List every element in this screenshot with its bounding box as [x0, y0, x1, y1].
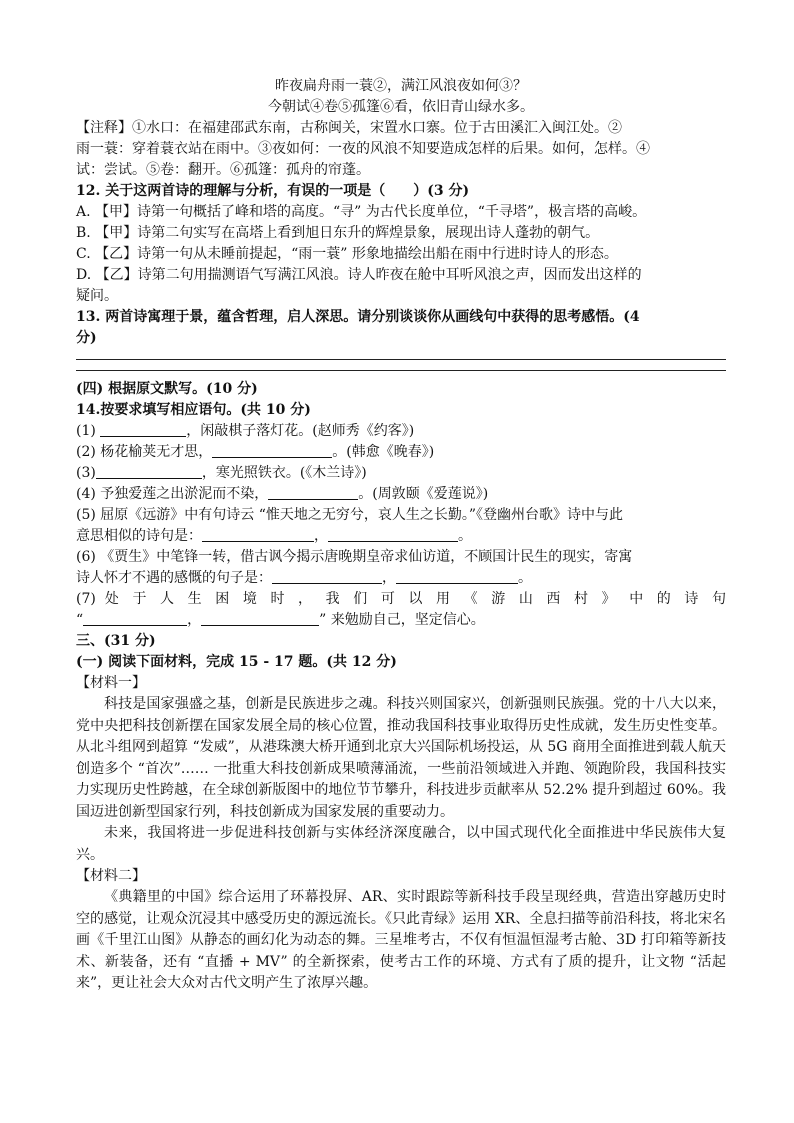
dictation-1-blank[interactable]: [100, 422, 186, 437]
notes-line-2: 雨一蓑：穿着蓑衣站在雨中。③夜如何：一夜的风浪不知要造成怎样的后果。如何，怎样。④: [76, 141, 650, 157]
dictation-2-blank[interactable]: [212, 443, 332, 458]
dictation-5-prefix: 意思相似的诗句是：: [76, 528, 202, 544]
answer-line-1[interactable]: [76, 358, 726, 360]
dictation-5-comma: ，: [314, 528, 328, 544]
dictation-item-3: [76, 463, 726, 484]
dictation-6-blank-2[interactable]: [396, 569, 518, 584]
question-13-stem-cont: 分): [76, 330, 97, 346]
notes-line-3: 试：尝试。⑤卷：翻开。⑥孤篷：孤舟的帘蓬。: [76, 162, 370, 178]
material-1-paragraph-2: 未来，我国将进一步促进科技创新与实体经济深度融合，以中国式现代化全面推进中华民族伟大复兴。: [76, 825, 726, 863]
question-12-option-b[interactable]: B. 【甲】诗第二句实写在高塔上看到旭日东升的辉煌景象，展现出诗人蓬勃的朝气。: [76, 225, 600, 241]
dictation-item-5-cont: [76, 526, 726, 547]
dictation-7-blank-2[interactable]: [201, 611, 319, 626]
poem-line-1: 昨夜扁舟雨一蓑②，满江风浪夜如何③？: [275, 78, 527, 94]
exam-page: [76, 76, 726, 995]
question-12-option-d-cont: 疑问。: [76, 288, 118, 304]
dictation-item-5: (5) 屈原《远游》中有句诗云 “惟天地之无穷兮，哀人生之长勤。”《登幽州台歌》诗中与此: [76, 507, 624, 523]
question-13-stem: 13. 两首诗寓理于景，蕴含哲理，启人深思。请分别谈谈你从画线句中获得的思考感悟。(4: [76, 309, 640, 325]
dictation-4-blank[interactable]: [268, 485, 358, 500]
dictation-2-prefix: (2) 杨花榆荚无才思，: [76, 444, 213, 460]
material-2-title: 【材料二】: [76, 868, 146, 884]
material-1-paragraph-1: 科技是国家强盛之基，创新是民族进步之魂。科技兴则国家兴，创新强则民族强。党的十八大以来，党中央把科技创新摆在国家发展全局的核心位置，推动我国科技事业取得历史性成就，发生历史性变革。从北斗组网到超算 “发威”，从港珠澳大桥开通到北京大兴国际机场投运，从 5G 商用全面推进到载人航天创造多个 “首次”…… 一批重大科技创新成果喷薄涌流，一些前沿领域进入并跑、领跑阶段，我国科技实力实现历史性跨越，在全球创新版图中的地位节节攀升，科技进步贡献率从 52.2% 提升到超过 60%。我国迈进创新型国家行列，科技创新成为国家发展的重要动力。: [76, 696, 726, 820]
dictation-item-6-cont: [76, 568, 726, 589]
dictation-item-1: [76, 421, 726, 442]
dictation-4-suffix: 。(周敦颐《爱莲说》): [358, 486, 489, 502]
dictation-4-prefix: (4) 予独爱莲之出淤泥而不染，: [76, 486, 269, 502]
section-3-title: 三、(31 分): [76, 633, 156, 649]
dictation-7-comma: ，: [187, 612, 202, 628]
dictation-1-suffix: ，闲敲棋子落灯花。(赵师秀《约客》): [186, 423, 415, 439]
dictation-item-7: (7) 处 于 人 生 困 境 时 ， 我 们 可 以 用 《 游 山 西 村 》 中 的 诗 句: [76, 591, 726, 607]
question-12-option-d[interactable]: D. 【乙】诗第二句用揣测语气写满江风浪。诗人昨夜在舱中耳听风浪之声，因而发出这样的: [76, 267, 642, 283]
poem-line-2: 今朝试④卷⑤孤篷⑥看，依旧青山绿水多。: [268, 99, 534, 115]
dictation-item-2: [76, 442, 726, 463]
section-4-title: (四) 根据原文默写。(10 分): [76, 381, 258, 397]
answer-line-2[interactable]: [76, 369, 726, 371]
dictation-5-blank-1[interactable]: [202, 527, 314, 542]
dictation-item-4: [76, 484, 726, 505]
dictation-3-prefix: (3): [76, 465, 96, 481]
dictation-1-prefix: (1): [76, 423, 101, 439]
notes-line-1: 【注释】①水口：在福建邵武东南，古称闽关，宋置水口寨。位于古田溪汇入闽江处。②: [76, 120, 622, 136]
dictation-5-blank-2[interactable]: [328, 527, 458, 542]
question-12-option-a[interactable]: A. 【甲】诗第一句概括了峰和塔的高度。“寻” 为古代长度单位，“千寻塔”，极言塔的高峻。: [76, 204, 647, 220]
dictation-3-blank[interactable]: [96, 464, 202, 479]
question-12-option-c[interactable]: C. 【乙】诗第一句从未睡前提起，“雨一蓑” 形象地描绘出船在雨中行进时诗人的形态。: [76, 246, 618, 262]
material-1-title: 【材料一】: [76, 675, 146, 691]
dictation-7-open-quote: “: [76, 612, 84, 628]
question-12-stem: 12. 关于这两首诗的理解与分析，有误的一项是（ ）(3 分): [76, 183, 470, 199]
dictation-3-suffix: ，寒光照铁衣。(《木兰诗》): [201, 465, 367, 481]
dictation-item-7-cont: [76, 610, 726, 631]
material-2-paragraph-1: 《典籍里的中国》综合运用了环幕投屏、AR、实时跟踪等新科技手段呈现经典，营造出穿越历史时空的感觉，让观众沉浸其中感受历史的源远流长。《只此青绿》运用 XR、全息扫描等前沿科技，将北宋名画《千里江山图》从静态的画幻化为动态的舞。三星堆考古，不仅有恒温恒湿考古舱、3D 打印箱等新技术、新装备，还有 “直播 + MV” 的全新探索，使考古工作的环境、方式有了质的提升，让文物 “活起来”，更让社会大众对古代文明产生了浓厚兴趣。: [76, 889, 726, 991]
dictation-6-blank-1[interactable]: [272, 569, 382, 584]
section-3-sub: (一) 阅读下面材料，完成 15 - 17 题。(共 12 分): [76, 654, 397, 670]
dictation-7-blank-1[interactable]: [83, 611, 187, 626]
dictation-5-period: 。: [458, 528, 472, 544]
dictation-item-6: (6) 《贾生》中笔锋一转，借古讽今揭示唐晚期皇帝求仙访道，不顾国计民生的现实，寄寓: [76, 549, 633, 565]
dictation-6-period: 。: [518, 570, 532, 586]
dictation-6-prefix: 诗人怀才不遇的感慨的句子是：: [76, 570, 272, 586]
question-14-stem: 14.按要求填写相应语句。(共 10 分): [76, 402, 311, 418]
dictation-7-suffix: ” 来勉励自己，坚定信心。: [319, 612, 485, 628]
dictation-6-comma: ，: [382, 570, 396, 586]
dictation-2-suffix: 。(韩愈《晚春》): [332, 444, 435, 460]
